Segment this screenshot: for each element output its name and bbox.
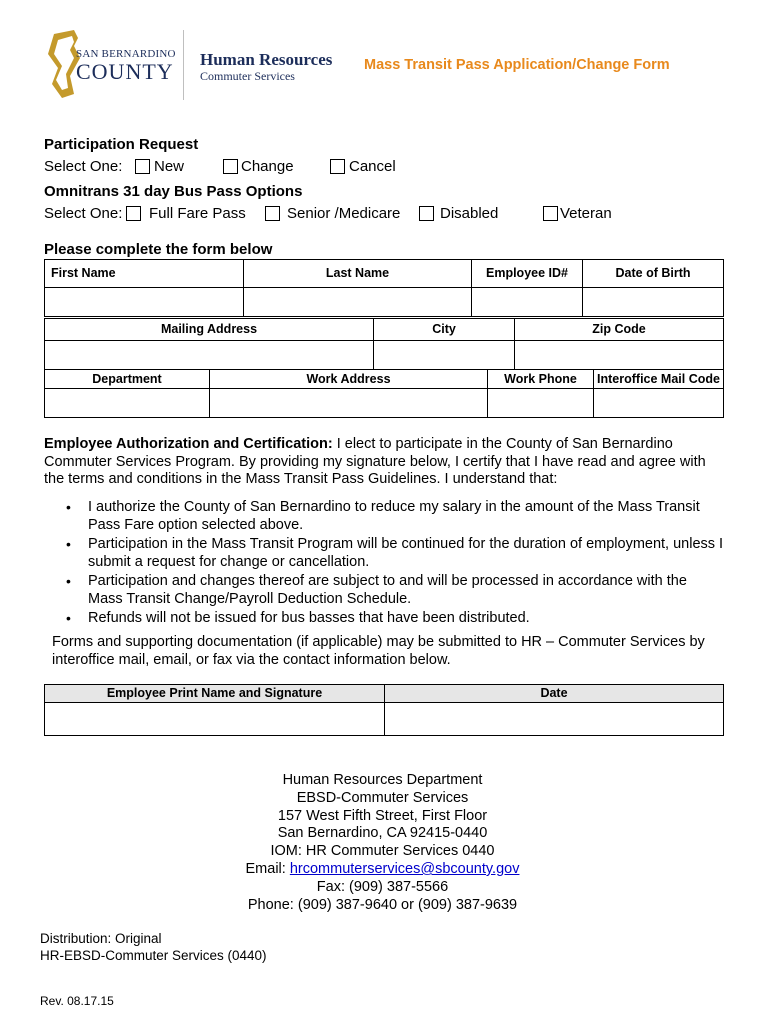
contact-department: Human Resources Department xyxy=(282,772,483,788)
logo-text-top: SAN BERNARDINO xyxy=(76,48,176,60)
employee-info-table-row2 xyxy=(44,318,724,371)
first-name-field[interactable] xyxy=(45,288,244,317)
work-phone-field[interactable] xyxy=(488,389,594,418)
change-checkbox[interactable] xyxy=(223,159,238,174)
senior-medicare-checkbox[interactable] xyxy=(265,206,280,221)
department-header: Department xyxy=(45,370,210,389)
department-field[interactable] xyxy=(45,389,210,418)
new-checkbox[interactable] xyxy=(135,159,150,174)
distribution-block xyxy=(40,930,267,964)
contact-division: EBSD-Commuter Services xyxy=(296,789,469,806)
contact-block xyxy=(100,772,665,914)
full-fare-label: Full Fare Pass xyxy=(149,205,246,222)
work-address-field[interactable] xyxy=(210,389,488,418)
bullet-item: • Refunds will not be issued for bus basses that have been distributed. xyxy=(44,610,724,628)
authorization-text: I elect to participate in the County of San Bernardino Commuter Services Program. By providing my signature below, I certify that I have read and agree with the terms and conditions in the Mass Transit Pass Guidelines. I understand that: xyxy=(44,436,706,487)
senior-medicare-label: Senior /Medicare xyxy=(287,205,401,222)
contact-iom: IOM: HR Commuter Services 0440 xyxy=(270,843,495,860)
participation-select-label: Select One: xyxy=(44,158,123,175)
signature-table xyxy=(44,684,724,736)
last-name-field[interactable] xyxy=(244,288,472,317)
date-header: Date xyxy=(385,685,724,703)
zip-code-header: Zip Code xyxy=(515,319,724,341)
bullet-item: • Participation and changes thereof are subject to and will be processed in accordance with the Mass Transit Change/Payroll Deduction Schedule. xyxy=(44,573,724,608)
department-name: Human Resources xyxy=(200,50,333,69)
signature-date-field[interactable] xyxy=(385,703,724,736)
cancel-checkbox[interactable] xyxy=(330,159,345,174)
contact-fax: Fax: (909) 387-5566 xyxy=(316,878,449,895)
date-of-birth-header: Date of Birth xyxy=(583,260,724,288)
email-label: Email: xyxy=(245,860,290,877)
veteran-checkbox[interactable] xyxy=(543,206,558,221)
distribution-line1: Distribution: Original xyxy=(40,931,162,946)
contact-street: 157 West Fifth Street, First Floor xyxy=(277,807,488,824)
bullet-item: • I authorize the County of San Bernardino to reduce my salary in the amount of the Mass Transit Pass Fare option selected above. xyxy=(44,499,724,534)
authorization-paragraph xyxy=(44,436,724,489)
employee-id-field[interactable] xyxy=(472,288,583,317)
county-logo xyxy=(44,28,186,102)
disabled-checkbox[interactable] xyxy=(419,206,434,221)
disabled-label: Disabled xyxy=(440,205,499,222)
veteran-label: Veteran xyxy=(560,205,612,222)
city-header: City xyxy=(374,319,515,341)
employee-info-table-row3 xyxy=(44,369,724,418)
interoffice-code-header: Interoffice Mail Code xyxy=(594,370,724,389)
zip-code-field[interactable] xyxy=(515,341,724,371)
mailing-address-header: Mailing Address xyxy=(45,319,374,341)
employee-id-header: Employee ID# xyxy=(472,260,583,288)
work-address-header: Work Address xyxy=(210,370,488,389)
work-phone-header: Work Phone xyxy=(488,370,594,389)
logo-text-bottom: COUNTY xyxy=(76,59,174,84)
first-name-header: First Name xyxy=(45,260,244,288)
full-fare-checkbox[interactable] xyxy=(126,206,141,221)
header-divider xyxy=(183,30,184,100)
signature-field[interactable] xyxy=(45,703,385,736)
participation-heading: Participation Request xyxy=(44,136,199,153)
pass-options-heading: Omnitrans 31 day Bus Pass Options xyxy=(44,183,303,200)
form-title: Mass Transit Pass Application/Change Form xyxy=(364,57,670,73)
employee-info-table-row1 xyxy=(44,259,724,317)
authorization-bullets xyxy=(44,499,724,628)
new-option-label: New xyxy=(154,158,185,175)
change-option-label: Change xyxy=(241,158,294,175)
city-field[interactable] xyxy=(374,341,515,371)
authorization-lead: Employee Authorization and Certification: xyxy=(44,436,333,452)
signature-header: Employee Print Name and Signature xyxy=(45,685,385,703)
last-name-header: Last Name xyxy=(244,260,472,288)
division-name: Commuter Services xyxy=(200,69,295,83)
pass-select-label: Select One: xyxy=(44,205,123,222)
submission-note: Forms and supporting documentation (if applicable) may be submitted to HR – Commuter Services by interoffice mail, email, or fax via the contact information below. xyxy=(52,634,705,668)
revision-label: Rev. 08.17.15 xyxy=(40,994,114,1008)
form-heading: Please complete the form below xyxy=(44,241,273,258)
bullet-item: • Participation in the Mass Transit Program will be continued for the duration of employment, unless I submit a request for change or cancellation. xyxy=(44,536,724,571)
interoffice-code-field[interactable] xyxy=(594,389,724,418)
date-of-birth-field[interactable] xyxy=(583,288,724,317)
cancel-option-label: Cancel xyxy=(349,158,396,175)
email-link[interactable]: hrcommuterservices@sbcounty.gov xyxy=(289,860,520,877)
contact-email-line xyxy=(100,861,665,879)
distribution-line2: HR-EBSD-Commuter Services (0440) xyxy=(40,948,267,963)
contact-phone: Phone: (909) 387-9640 or (909) 387-9639 xyxy=(247,896,518,913)
contact-city: San Bernardino, CA 92415-0440 xyxy=(277,825,488,842)
mailing-address-field[interactable] xyxy=(45,341,374,371)
